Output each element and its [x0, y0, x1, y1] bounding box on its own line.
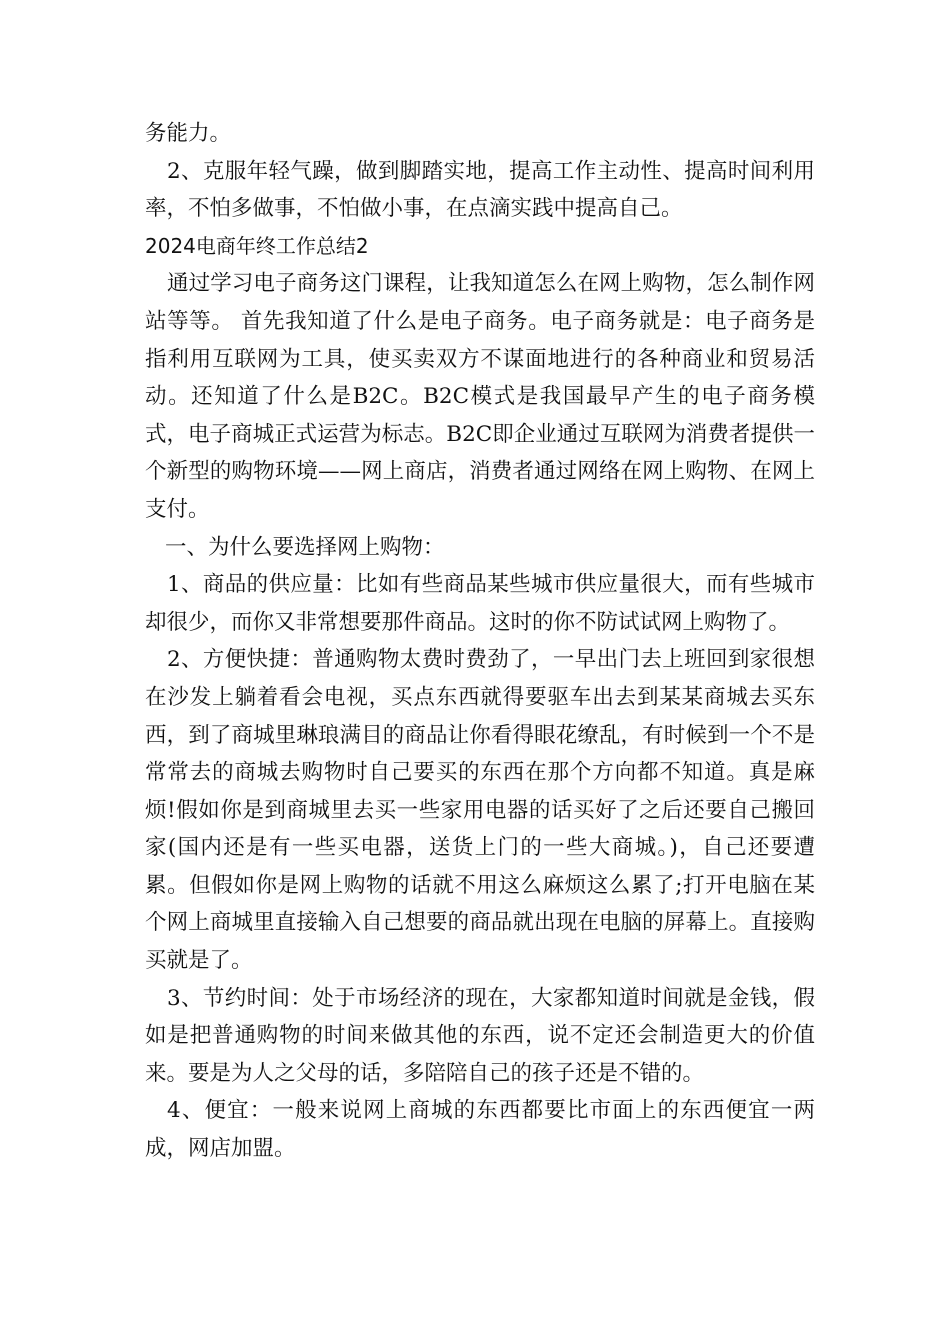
- paragraph-point-1: 1、商品的供应量：比如有些商品某些城市供应量很大，而有些城市却很少，而你又非常想要那件商品。这时的你不防试试网上购物了。: [145, 572, 815, 635]
- paragraph-point-3: 3、节约时间：处于市场经济的现在，大家都知道时间就是金钱，假如是把普通购物的时间来做其他的东西，说不定还会制造更大的价值来。要是为人之父母的话，多陪陪自己的孩子还是不错的。: [145, 985, 815, 1086]
- section-heading-why: 一、为什么要选择网上购物：: [165, 534, 445, 560]
- paragraph-point-2: 2、方便快捷：普通购物太费时费劲了，一早出门去上班回到家很想在沙发上躺着看会电视，买点东西就得要驱车出去到某某商城去买东西，到了商城里琳琅满目的商品让你看得眼花缭乱，有时候到一个不是常常去的商城去购物时自己要买的东西在那个方向都不知道。真是麻烦!假如你是到商城里去买一些家用电器的话买好了之后还要自己搬回家(国内还是有一些买电器，送货上门的一些大商城。)，自己还要遭累。但假如你是网上购物的话就不用这么麻烦这么累了;打开电脑在某个网上商城里直接输入自己想要的商品就出现在电脑的屏幕上。直接购买就是了。: [145, 647, 815, 974]
- paragraph-point-4: 4、便宜：一般来说网上商城的东西都要比市面上的东西便宜一两成，网店加盟。: [145, 1098, 815, 1162]
- paragraph-intro: 通过学习电子商务这门课程，让我知道怎么在网上购物，怎么制作网站等等。 首先我知道了什么是电子商务。电子商务就是：电子商务是指利用互联网为工具，使买卖双方不谋面地进行的各种商业和贸易活动。还知道了什么是B2C。B2C模式是我国最早产生的电子商务模式，电子商城正式运营为标志。B2C即企业通过互联网为消费者提供一个新型的购物环境——网上商店，消费者通过网络在网上购物、在网上支付。: [145, 271, 815, 522]
- section-title: 2024电商年终工作总结2: [145, 233, 369, 258]
- document-body: [145, 115, 815, 1168]
- paragraph-item-2: 2、克服年轻气躁，做到脚踏实地，提高工作主动性、提高时间利用率，不怕多做事，不怕做小事，在点滴实践中提高自己。: [145, 158, 815, 222]
- paragraph-continuation: 务能力。: [145, 121, 232, 146]
